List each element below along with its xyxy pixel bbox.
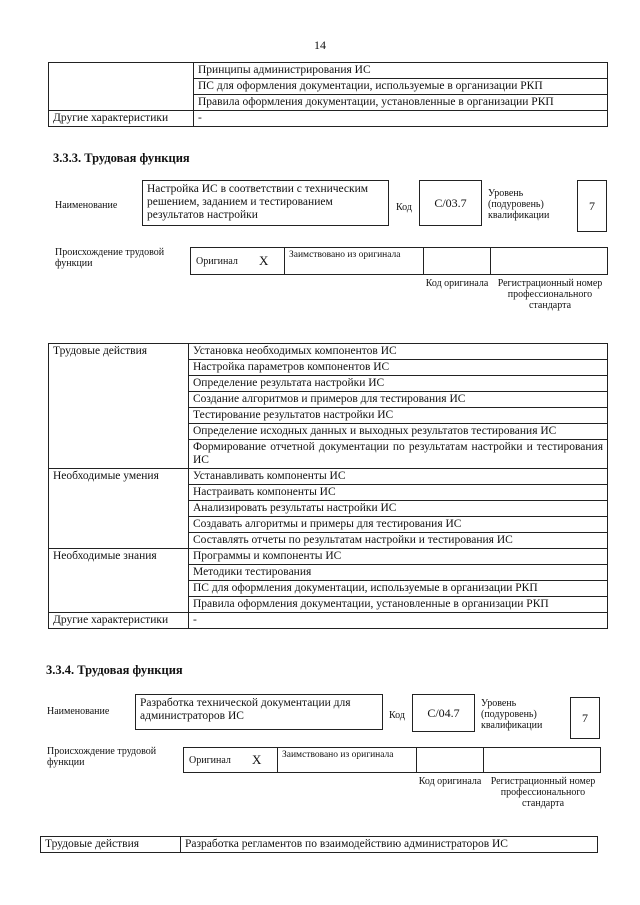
table-cell: ПС для оформления документации, используемые в организации РКП bbox=[194, 79, 608, 95]
code-orig-box bbox=[423, 247, 491, 275]
table-cell: ПС для оформления документации, используемые в организации РКП bbox=[189, 581, 608, 597]
level-value: 7 bbox=[570, 697, 600, 739]
reg-num-box bbox=[483, 747, 601, 773]
original-mark: X bbox=[252, 752, 262, 767]
page-number: 14 bbox=[314, 38, 326, 52]
original-cell bbox=[190, 247, 285, 275]
table-cell: Методики тестирования bbox=[189, 565, 608, 581]
code-label: Код bbox=[389, 710, 405, 721]
origin-label: Происхождение трудовой функции bbox=[47, 746, 157, 768]
original-mark: X bbox=[259, 253, 269, 268]
level-label: Уровень (подуровень) квалификации bbox=[481, 698, 543, 731]
row-head: Трудовые действия bbox=[41, 837, 181, 853]
func334-table bbox=[40, 836, 598, 853]
table-cell: Правила оформления документации, установленные в организации РКП bbox=[189, 597, 608, 613]
table-cell: Тестирование результатов настройки ИС bbox=[189, 408, 608, 424]
row-head: Необходимые знания bbox=[49, 549, 189, 613]
row-head: Необходимые умения bbox=[49, 469, 189, 549]
name-label: Наименование bbox=[47, 706, 110, 717]
table-row bbox=[49, 63, 608, 79]
row-head: Другие характеристики bbox=[49, 111, 194, 127]
name-value: Разработка технической документации для администраторов ИС bbox=[135, 694, 383, 730]
row-head bbox=[49, 63, 194, 111]
table-cell: Программы и компоненты ИС bbox=[189, 549, 608, 565]
table-row bbox=[49, 469, 608, 485]
row-head: Другие характеристики bbox=[49, 613, 189, 629]
original-label: Оригинал bbox=[189, 755, 231, 766]
table-cell: Принципы администрирования ИС bbox=[194, 63, 608, 79]
original-label: Оригинал bbox=[196, 256, 238, 267]
section-title-333: 3.3.3. Трудовая функция bbox=[53, 151, 190, 165]
table-cell: Правила оформления документации, установленные в организации РКП bbox=[194, 95, 608, 111]
table-cell: Формирование отчетной документации по результатам настройки и тестирования ИС bbox=[189, 440, 608, 469]
name-value: Настройка ИС в соответствии с техническим решением, заданием и тестированием результатов настройки bbox=[142, 180, 389, 226]
table-cell: Определение результата настройки ИС bbox=[189, 376, 608, 392]
table-cell: Установка необходимых компонентов ИС bbox=[189, 344, 608, 360]
table-row bbox=[49, 613, 608, 629]
table-cell: Настройка параметров компонентов ИС bbox=[189, 360, 608, 376]
code-label: Код bbox=[396, 202, 412, 213]
code-orig-label: Код оригинала bbox=[418, 776, 482, 787]
table-cell: Разработка регламентов по взаимодействию администраторов ИС bbox=[181, 837, 598, 853]
level-value: 7 bbox=[577, 180, 607, 232]
name-label: Наименование bbox=[55, 200, 118, 211]
table-cell: Создавать алгоритмы и примеры для тестирования ИС bbox=[189, 517, 608, 533]
table-cell: Определение исходных данных и выходных результатов тестирования ИС bbox=[189, 424, 608, 440]
table-cell: Настраивать компоненты ИС bbox=[189, 485, 608, 501]
table-row bbox=[49, 344, 608, 360]
row-head: Трудовые действия bbox=[49, 344, 189, 469]
code-orig-box bbox=[416, 747, 484, 773]
reg-num-box bbox=[490, 247, 608, 275]
reg-num-label: Регистрационный номер профессионального стандарта bbox=[490, 776, 596, 809]
table-cell: - bbox=[189, 613, 608, 629]
borrowed-cell: Заимствовано из оригинала bbox=[277, 747, 417, 773]
origin-label: Происхождение трудовой функции bbox=[55, 247, 165, 269]
level-label: Уровень (подуровень) квалификации bbox=[488, 188, 550, 221]
table-cell: Устанавливать компоненты ИС bbox=[189, 469, 608, 485]
code-orig-label: Код оригинала bbox=[425, 278, 489, 289]
func333-table bbox=[48, 343, 608, 629]
code-value: C/04.7 bbox=[412, 694, 475, 732]
table-cell: Составлять отчеты по результатам настройки и тестирования ИС bbox=[189, 533, 608, 549]
table-row bbox=[49, 549, 608, 565]
borrowed-cell: Заимствовано из оригинала bbox=[284, 247, 424, 275]
table-row bbox=[49, 111, 608, 127]
section-title-334: 3.3.4. Трудовая функция bbox=[46, 663, 183, 677]
table-cell: Анализировать результаты настройки ИС bbox=[189, 501, 608, 517]
table-cell: Создание алгоритмов и примеров для тестирования ИС bbox=[189, 392, 608, 408]
reg-num-label: Регистрационный номер профессионального стандарта bbox=[497, 278, 603, 311]
table-cell: - bbox=[194, 111, 608, 127]
original-cell bbox=[183, 747, 278, 773]
code-value: C/03.7 bbox=[419, 180, 482, 226]
top-table bbox=[48, 62, 608, 127]
table-row bbox=[41, 837, 598, 853]
